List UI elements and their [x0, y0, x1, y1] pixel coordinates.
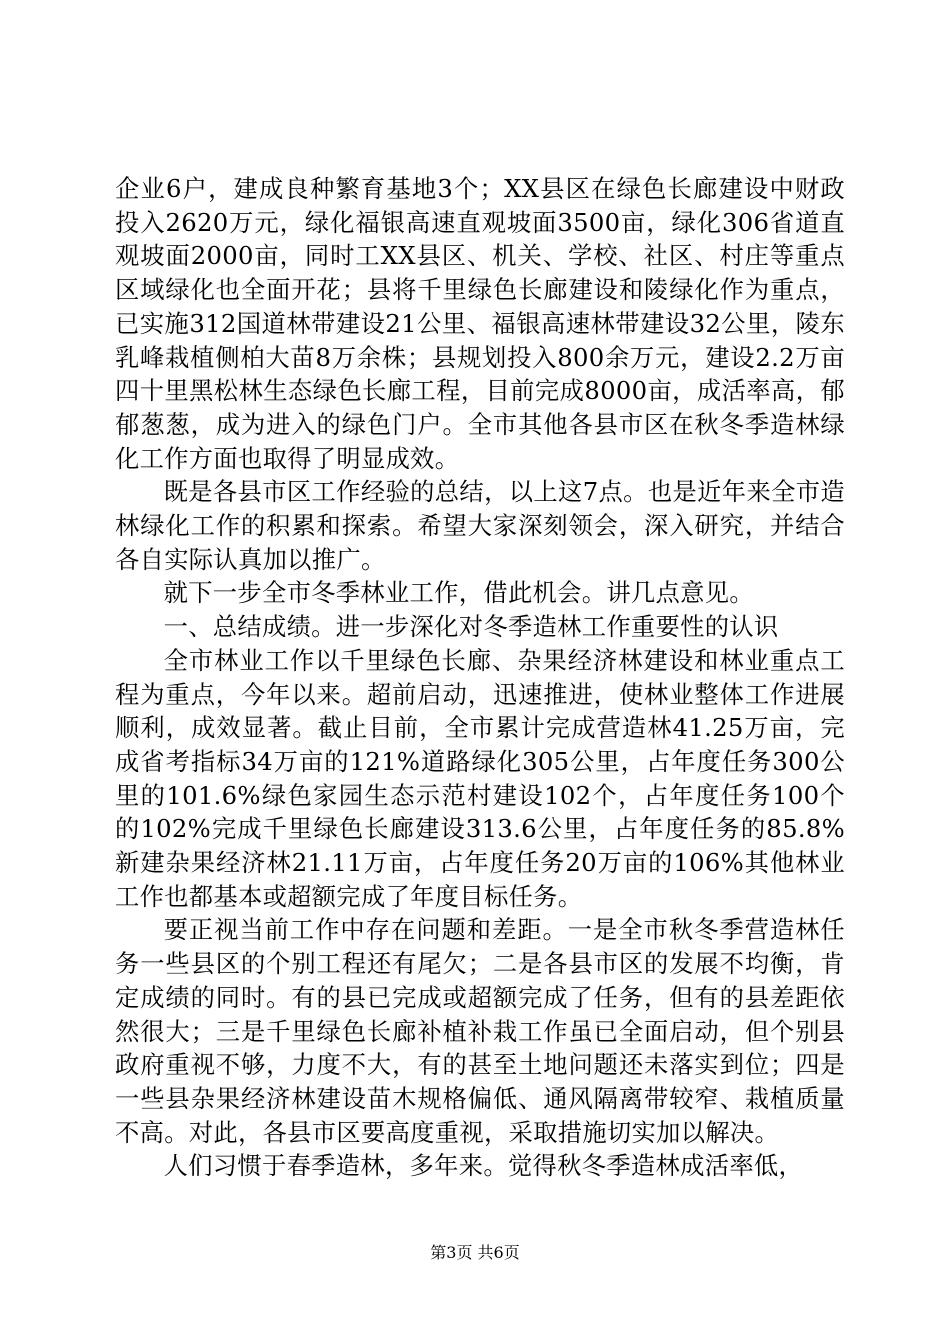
paragraph-4: 全市林业工作以千里绿色长廊、杂果经济林建设和林业重点工程为重点，今年以来。超前启动，迅速推进，使林业整体工作进展顺利，成效显著。截止目前，全市累计完成营造林41.25万亩，完成省考指标34万亩的121%道路绿化305公里，占年度任务300公里的101.6%绿色家园生态示范村建设102个，占年度任务100个的102%完成千里绿色长廊建设313.6公里，占年度任务的85.8%新建杂果经济林21.11万亩，占年度任务20万亩的106%其他林业工作也都基本或超额完成了年度目标任务。: [115, 645, 845, 911]
paragraph-2: 既是各县市区工作经验的总结，以上这7点。也是近年来全市造林绿化工作的积累和探索。希望大家深刻领会，深入研究，并结合各自实际认真加以推广。: [115, 477, 845, 574]
paragraph-3: 就下一步全市冬季林业工作，借此机会。讲几点意见。: [163, 578, 754, 608]
paragraph-1: 企业6户，建成良种繁育基地3个；XX县区在绿色长廊建设中财政投入2620万元，绿化福银高速直观坡面3500亩，绿化306省道直观坡面2000亩，同时工XX县区、机关、学校、社区、村庄等重点区域绿化也全面开花；县将千里绿色长廊建设和陵绿化作为重点，已实施312国道林带建设21公里、福银高速林带建设32公里，陵东乳峰栽植侧柏大苗8万余株；县规划投入800余万元，建设2.2万亩四十里黑松林生态绿色长廊工程，目前完成8000亩，成活率高，郁郁葱葱，成为进入的绿色门户。全市其他各县市区在秋冬季造林绿化工作方面也取得了明显成效。: [115, 174, 845, 473]
document-body: [115, 172, 845, 1183]
page-number-footer: 第3页 共6页: [430, 1243, 520, 1262]
section-heading: 一、总结成绩。进一步深化对冬季造林工作重要性的认识: [163, 612, 779, 642]
paragraph-6: 人们习惯于春季造林，多年来。觉得秋冬季造林成活率低，: [163, 1151, 804, 1181]
paragraph-5: 要正视当前工作中存在问题和差距。一是全市秋冬季营造林任务一些县区的个别工程还有尾欠；二是各县市区的发展不均衡，肯定成绩的同时。有的县已完成或超额完成了任务，但有的县差距依然很大；三是千里绿色长廊补植补栽工作虽已全面启动，但个别县政府重视不够，力度不大，有的甚至土地问题还未落实到位；四是一些县杂果经济林建设苗木规格偏低、通风隔离带较窄、栽植质量不高。对此，各县市区要高度重视，采取措施切实加以解决。: [115, 915, 845, 1147]
